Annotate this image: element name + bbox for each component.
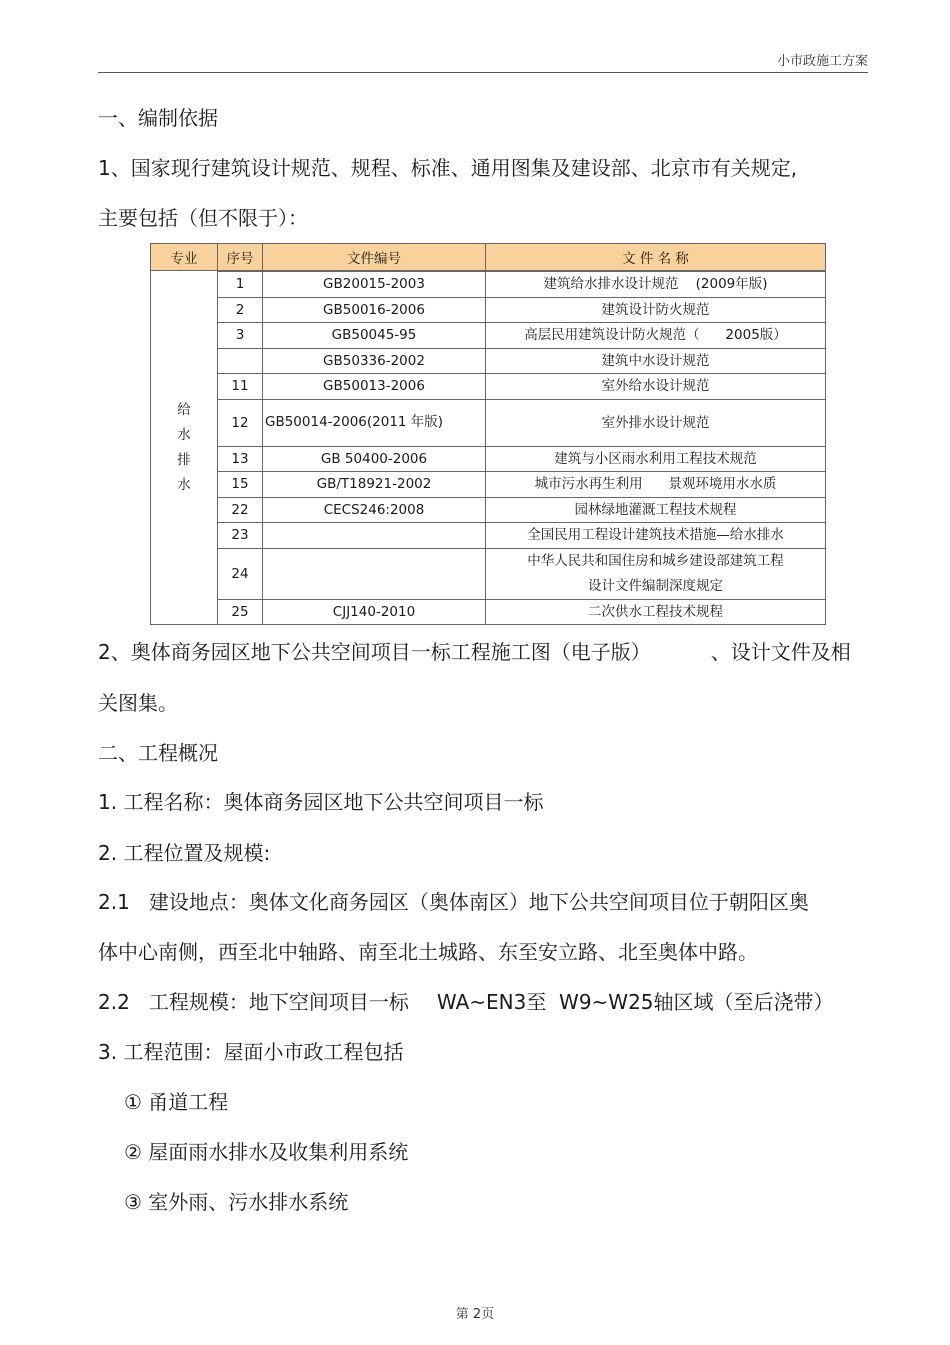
row-number: 13	[218, 446, 263, 472]
item-2-text-a: 2、奥体商务园区地下公共空间项目一标工程施工图（电子版）	[98, 640, 651, 664]
row-name: 中华人民共和国住房和城乡建设部建筑工程设计文件编制深度规定	[486, 548, 826, 599]
row-code: GB50336-2002	[263, 348, 486, 374]
row-name: 高层民用建筑设计防火规范（ 2005版）	[486, 323, 826, 349]
scale-text-a: 2.2 工程规模：地下空间项目一标	[98, 990, 409, 1014]
row-code: GB50014-2006(2011 年版)	[263, 399, 486, 446]
row-code: CJJ140-2010	[263, 599, 486, 625]
scope-heading: 3. 工程范围：屋面小市政工程包括	[98, 1040, 404, 1064]
scope-item: ③ 室外雨、污水排水系统	[124, 1190, 349, 1214]
row-name: 城市污水再生利用 景观环境用水水质	[486, 472, 826, 498]
scope-item: ② 屋面雨水排水及收集利用系统	[124, 1140, 409, 1164]
table-row	[151, 548, 826, 599]
header-name: 文 件 名 称	[486, 244, 826, 271]
row-code: GB/T18921-2002	[263, 472, 486, 498]
page-number: 第 2页	[455, 1307, 495, 1322]
table-row	[151, 272, 826, 298]
header-code: 文件编号	[263, 244, 486, 271]
row-code: GB50013-2006	[263, 374, 486, 400]
scale-text-b: WA~EN3至 W9~W25轴区域（至后浇带）	[436, 990, 834, 1014]
row-name: 建筑中水设计规范	[486, 348, 826, 374]
row-code: GB50045-95	[263, 323, 486, 349]
row-number: 22	[218, 497, 263, 523]
header-discipline: 专业	[151, 244, 218, 271]
row-number	[218, 348, 263, 374]
project-name: 1. 工程名称：奥体商务园区地下公共空间项目一标	[98, 790, 544, 814]
location-heading: 2. 工程位置及规模:	[98, 841, 271, 865]
row-name: 建筑给水排水设计规范 (2009年版)	[486, 272, 826, 298]
row-name: 建筑与小区雨水利用工程技术规范	[486, 446, 826, 472]
row-name: 二次供水工程技术规程	[486, 599, 826, 625]
row-code: GB 50400-2006	[263, 446, 486, 472]
standards-table	[150, 243, 826, 625]
row-name: 建筑设计防火规范	[486, 297, 826, 323]
row-code	[263, 548, 486, 599]
item-2-line-2: 关图集。	[98, 691, 178, 715]
table-row	[151, 599, 826, 625]
item-1-line-1: 1、国家现行建筑设计规范、规程、标准、通用图集及建设部、北京市有关规定,	[98, 156, 798, 180]
item-2-line-1	[98, 640, 851, 664]
table-row	[151, 472, 826, 498]
row-code: CECS246:2008	[263, 497, 486, 523]
table-row	[151, 523, 826, 549]
section-2-heading: 二、工程概况	[98, 741, 218, 765]
table-header-row	[151, 244, 826, 271]
site-line-1: 2.1 建设地点：奥体文化商务园区（奥体南区）地下公共空间项目位于朝阳区奥	[98, 890, 809, 914]
table-row	[151, 497, 826, 523]
row-code	[263, 523, 486, 549]
header-rule	[98, 72, 868, 73]
row-code: GB50016-2006	[263, 297, 486, 323]
table-row	[151, 297, 826, 323]
row-number: 23	[218, 523, 263, 549]
table-row	[151, 399, 826, 446]
row-name: 室外排水设计规范	[486, 399, 826, 446]
row-number: 11	[218, 374, 263, 400]
category-char: 水	[177, 476, 191, 493]
row-number: 3	[218, 323, 263, 349]
header-number: 序号	[218, 244, 263, 271]
item-2-text-b: 、设计文件及相	[710, 640, 851, 664]
category-char: 给	[177, 401, 191, 418]
scale-line	[98, 990, 834, 1014]
table-row	[151, 348, 826, 374]
row-number: 12	[218, 399, 263, 446]
row-number: 2	[218, 297, 263, 323]
row-number: 1	[218, 272, 263, 298]
section-1-heading: 一、编制依据	[98, 106, 218, 130]
row-number: 15	[218, 472, 263, 498]
row-number: 25	[218, 599, 263, 625]
scope-item: ① 甬道工程	[124, 1090, 229, 1114]
category-cell	[151, 271, 218, 625]
row-name: 室外给水设计规范	[486, 374, 826, 400]
table-row	[151, 323, 826, 349]
row-code: GB20015-2003	[263, 272, 486, 298]
table-row	[151, 374, 826, 400]
site-line-2: 体中心南侧，西至北中轴路、南至北土城路、东至安立路、北至奥体中路。	[98, 940, 758, 964]
row-number: 24	[218, 548, 263, 599]
row-name: 全国民用工程设计建筑技术措施—给水排水	[486, 523, 826, 549]
item-1-line-2: 主要包括（但不限于）：	[98, 206, 308, 230]
row-name: 园林绿地灌溉工程技术规程	[486, 497, 826, 523]
category-char: 排	[177, 451, 191, 468]
header-title: 小市政施工方案	[776, 54, 868, 69]
table-row	[151, 446, 826, 472]
category-char: 水	[177, 426, 191, 443]
